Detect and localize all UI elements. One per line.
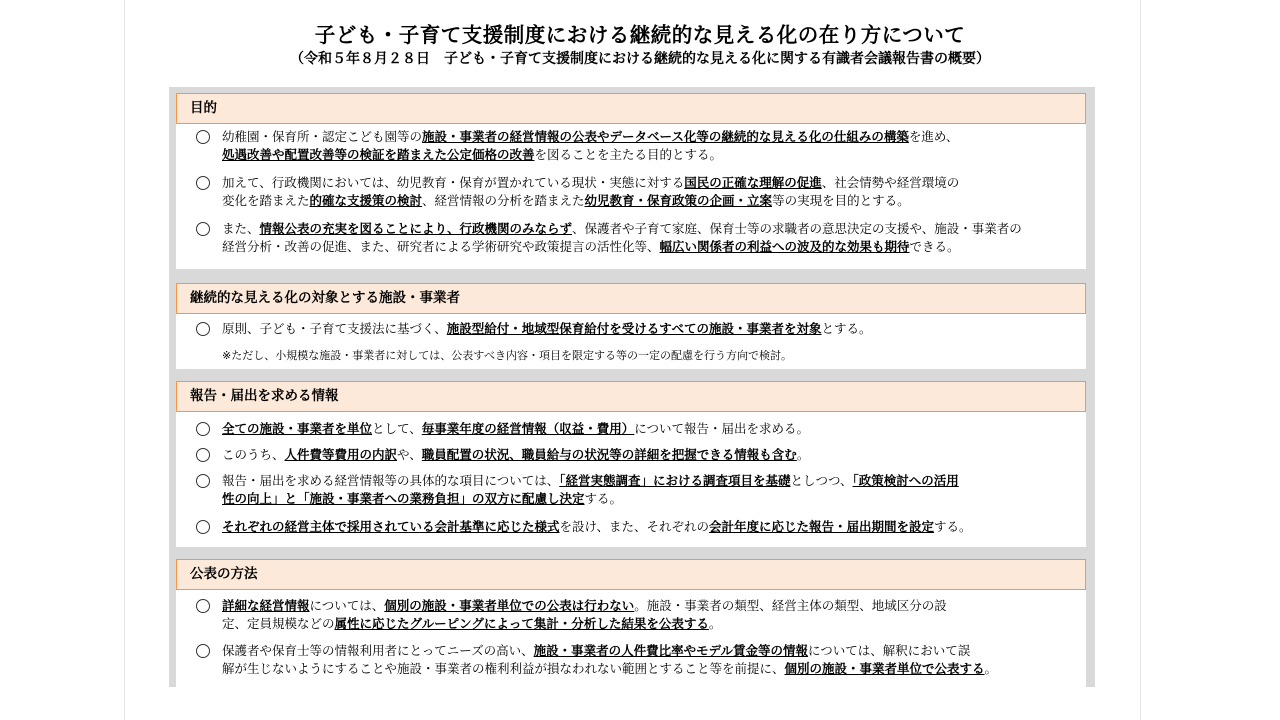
section-heading: 報告・届出を求める情報: [176, 381, 1086, 412]
section-purpose: [176, 93, 1089, 269]
bullet-circle-icon: [196, 474, 210, 488]
item-line: [222, 615, 721, 633]
section-body: [176, 412, 1086, 547]
emphasis-text: それぞれの経営主体で採用されている会計基準に応じた様式: [222, 519, 560, 534]
item-text: については、: [309, 598, 385, 613]
section-body: [176, 314, 1086, 369]
emphasis-text: 詳細な経営情報: [222, 598, 310, 613]
item-text: 幼稚園・保育所・認定こども園等の: [222, 129, 423, 144]
item-line: [222, 320, 872, 338]
emphasis-text: 属性に応じたグルーピングによって集計・分析した結果を公表する: [334, 616, 709, 631]
bullet-circle-icon: [196, 130, 210, 144]
page-right-edge: [1140, 0, 1141, 720]
item-line: [222, 220, 1022, 238]
item-text: 解が生じないようにすることや施設・事業者の権利利益が損なわれない範囲とすること等を前提に、: [222, 661, 785, 676]
item-text: 等の実現を目的とする。: [772, 193, 910, 208]
emphasis-text: 全ての施設・事業者を単位: [222, 421, 373, 436]
item-text: 定、定員規模などの: [222, 616, 335, 631]
item-text: 。: [708, 616, 722, 631]
emphasis-text: 処遇改善や配置改善等の検証を踏まえた公定価格の改善: [222, 147, 535, 162]
item-text: 原則、子ども・子育て支援法に基づく、: [222, 321, 447, 336]
emphasis-text: 個別の施設・事業者単位で公表する: [784, 661, 985, 676]
emphasis-text: 人件費等費用の内訳: [284, 447, 398, 462]
emphasis-text: 国民の正確な理解の促進: [684, 175, 822, 190]
item-text: や、: [397, 447, 422, 462]
item-line: [222, 174, 959, 192]
page-left-edge: [124, 0, 125, 720]
item-text: 経営分析・改善の促進、また、研究者による学術研究や政策提言の活性化等、: [222, 239, 660, 254]
item-line: [222, 597, 947, 615]
item-text: として、: [372, 421, 422, 436]
item-line: [222, 420, 809, 438]
item-text: については、解釈において誤: [808, 643, 971, 658]
item-text: を進め、: [908, 129, 959, 144]
bullet-circle-icon: [196, 322, 210, 336]
item-text: 加えて、行政機関においては、幼児教育・保育が置かれている現状・実態に対する: [222, 175, 685, 190]
item-text: 保護者や保育士等の情報利用者にとってニーズの高い、: [222, 643, 534, 658]
item-text: を設け、また、それぞれの: [559, 519, 710, 534]
item-text: 。: [796, 447, 810, 462]
section-reporting-info: [176, 381, 1089, 547]
item-line: [222, 490, 622, 508]
item-text: 、経営情報の分析を踏まえた: [422, 193, 585, 208]
item-text: 。: [984, 661, 998, 676]
item-text: について報告・届出を求める。: [634, 421, 810, 436]
item-line: [222, 146, 722, 164]
section-heading: 公表の方法: [176, 559, 1086, 590]
item-line: [222, 446, 809, 464]
bullet-circle-icon: [196, 422, 210, 436]
emphasis-text: 職員配置の状況、職員給与の状況等の詳細を把握できる情報も含む: [421, 447, 797, 462]
item-line: [222, 642, 970, 660]
emphasis-text: 「経営実態調査」における調査項目を基礎: [559, 473, 791, 488]
item-text: する。: [584, 491, 623, 506]
section-publication-method: [176, 559, 1089, 687]
item-text: また、: [222, 221, 260, 236]
section-body: [176, 590, 1086, 687]
emphasis-text: 施設型給付・地域型保育給付を受けるすべての施設・事業者を対象: [446, 321, 822, 336]
item-text: 、保護者や子育て家庭、保育士等の求職者の意思決定の支援や、施設・事業者の: [572, 221, 1022, 236]
item-text: このうち、: [222, 447, 285, 462]
item-line: [222, 128, 958, 146]
note-text: ※ただし、小規模な施設・事業者に対しては、公表すべき内容・項目を限定する等の一定の配慮を行う方向で検討。: [222, 349, 792, 362]
item-text: 、社会情勢や経営環境の: [821, 175, 960, 190]
section-body: [176, 124, 1086, 269]
item-text: できる。: [909, 239, 960, 254]
bullet-circle-icon: [196, 448, 210, 462]
bullet-circle-icon: [196, 520, 210, 534]
emphasis-text: 個別の施設・事業者単位での公表は行わない: [384, 598, 635, 613]
emphasis-text: 施設・事業者の人件費比率やモデル賃金等の情報: [533, 643, 809, 658]
bullet-circle-icon: [196, 222, 210, 236]
emphasis-text: 施設・事業者の経営情報の公表やデータベース化等の継続的な見える化の仕組みの構築: [422, 129, 909, 144]
item-line: [222, 518, 972, 536]
emphasis-text: 幼児教育・保育政策の企画・立案: [584, 193, 773, 208]
emphasis-text: 性の向上」と「施設・事業者への業務負担」の双方に配慮し決定: [222, 491, 585, 506]
section-target-facilities: [176, 283, 1089, 369]
emphasis-text: 毎事業年度の経営情報（収益・費用）: [421, 421, 635, 436]
emphasis-text: 的確な支援策の検討: [309, 193, 423, 208]
bullet-circle-icon: [196, 644, 210, 658]
emphasis-text: 「政策検討への活用: [852, 473, 959, 488]
item-text: 。施設・事業者の類型、経営主体の類型、地域区分の設: [634, 598, 947, 613]
item-text: としつつ、: [790, 473, 853, 488]
emphasis-text: 会計年度に応じた報告・届出期間を設定: [709, 519, 935, 534]
item-text: を図ることを主たる目的とする。: [534, 147, 723, 162]
item-text: する。: [934, 519, 972, 534]
page-title: 子ども・子育て支援制度における継続的な見える化の在り方について: [314, 23, 966, 47]
section-heading: 継続的な見える化の対象とする施設・事業者: [176, 283, 1086, 314]
item-text: 変化を踏まえた: [222, 193, 310, 208]
page-subtitle: （令和５年８月２８日 子ども・子育て支援制度における継続的な見える化に関する有識者会議報告書の概要）: [290, 51, 990, 67]
section-heading: 目的: [176, 93, 1086, 124]
item-text: 報告・届出を求める経営情報等の具体的な項目については、: [222, 473, 560, 488]
item-line: [222, 238, 960, 256]
emphasis-text: 幅広い関係者の利益への波及的な効果も期待: [659, 239, 910, 254]
bullet-circle-icon: [196, 599, 210, 613]
bullet-circle-icon: [196, 176, 210, 190]
item-text: とする。: [821, 321, 872, 336]
item-line: [222, 192, 910, 210]
item-line: [222, 472, 959, 490]
emphasis-text: 情報公表の充実を図ることにより、行政機関のみならず: [259, 221, 573, 236]
item-line: [222, 660, 997, 678]
